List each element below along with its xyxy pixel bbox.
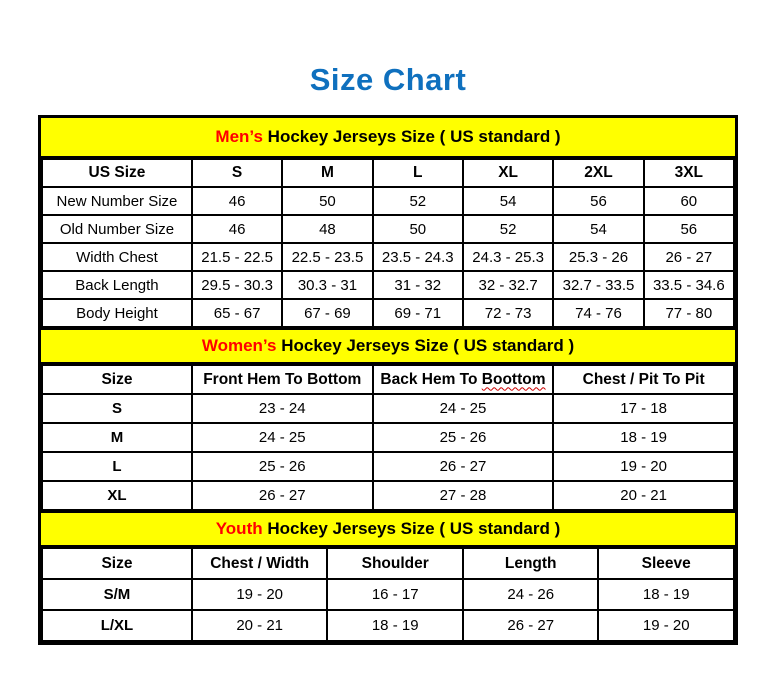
size-chart-tables xyxy=(38,115,738,645)
data-cell: 25.3 - 26 xyxy=(553,243,643,271)
table-row xyxy=(42,243,734,271)
row-label-cell: Old Number Size xyxy=(42,215,192,243)
data-cell: 20 - 21 xyxy=(553,481,734,510)
header-label: Length xyxy=(504,554,557,572)
data-cell: 24 - 25 xyxy=(192,423,373,452)
row-label-cell: L xyxy=(42,452,192,481)
data-cell: 54 xyxy=(463,187,553,215)
header-cell xyxy=(192,548,328,579)
data-cell: 56 xyxy=(644,215,734,243)
youth-section-title-rest: Hockey Jerseys Size ( US standard ) xyxy=(262,519,561,538)
data-cell: 22.5 - 23.5 xyxy=(282,243,372,271)
data-cell: 27 - 28 xyxy=(373,481,554,510)
mens-table-body xyxy=(42,187,734,327)
header-label: XL xyxy=(498,164,519,181)
womens-section-highlight: Women’s xyxy=(201,336,277,355)
womens-table xyxy=(41,364,735,511)
header-cell xyxy=(463,159,553,187)
header-label: Front Hem To Bottom xyxy=(203,370,362,388)
row-label-cell: L/XL xyxy=(42,610,192,641)
header-cell xyxy=(192,365,373,394)
table-row xyxy=(42,187,734,215)
header-row xyxy=(42,365,734,394)
header-label: 2XL xyxy=(584,164,613,181)
header-row xyxy=(42,548,734,579)
data-cell: 25 - 26 xyxy=(373,423,554,452)
data-cell: 18 - 19 xyxy=(598,579,734,610)
header-cell xyxy=(192,159,282,187)
data-cell: 50 xyxy=(282,187,372,215)
header-cell xyxy=(373,159,463,187)
data-cell: 30.3 - 31 xyxy=(282,271,372,299)
data-cell: 20 - 21 xyxy=(192,610,328,641)
header-label: Chest / Pit To Pit xyxy=(582,370,705,388)
data-cell: 69 - 71 xyxy=(373,299,463,327)
data-cell: 16 - 17 xyxy=(327,579,463,610)
header-label: M xyxy=(320,164,334,181)
mens-section-title xyxy=(41,118,735,158)
header-label: S xyxy=(231,164,243,181)
data-cell: 25 - 26 xyxy=(192,452,373,481)
youth-section-title xyxy=(41,511,735,547)
youth-table xyxy=(41,547,735,642)
data-cell: 60 xyxy=(644,187,734,215)
row-label-cell: Body Height xyxy=(42,299,192,327)
row-label-cell: S xyxy=(42,394,192,423)
table-row xyxy=(42,394,734,423)
table-row xyxy=(42,452,734,481)
data-cell: 19 - 20 xyxy=(553,452,734,481)
row-label-cell: S/M xyxy=(42,579,192,610)
page-title: Size Chart xyxy=(309,62,467,97)
data-cell: 50 xyxy=(373,215,463,243)
data-cell: 33.5 - 34.6 xyxy=(644,271,734,299)
header-label: Size xyxy=(101,554,133,572)
data-cell: 46 xyxy=(192,215,282,243)
header-cell xyxy=(598,548,734,579)
data-cell: 65 - 67 xyxy=(192,299,282,327)
data-cell: 23 - 24 xyxy=(192,394,373,423)
womens-section-title xyxy=(41,328,735,364)
data-cell: 26 - 27 xyxy=(463,610,599,641)
womens-table-head xyxy=(42,365,734,394)
header-cell xyxy=(553,159,643,187)
header-label: Size xyxy=(101,370,133,388)
data-cell: 52 xyxy=(373,187,463,215)
row-label-cell: XL xyxy=(42,481,192,510)
header-cell xyxy=(42,365,192,394)
row-label-cell: M xyxy=(42,423,192,452)
table-row xyxy=(42,215,734,243)
misspelled-word: Boottom xyxy=(481,370,546,388)
data-cell: 18 - 19 xyxy=(553,423,734,452)
data-cell: 26 - 27 xyxy=(373,452,554,481)
table-row xyxy=(42,271,734,299)
header-cell xyxy=(644,159,734,187)
youth-table-head xyxy=(42,548,734,579)
womens-table-body xyxy=(42,394,734,510)
row-label-cell: New Number Size xyxy=(42,187,192,215)
row-label-cell: Back Length xyxy=(42,271,192,299)
data-cell: 72 - 73 xyxy=(463,299,553,327)
header-cell xyxy=(373,365,554,394)
data-cell: 19 - 20 xyxy=(192,579,328,610)
data-cell: 46 xyxy=(192,187,282,215)
table-row xyxy=(42,481,734,510)
data-cell: 31 - 32 xyxy=(373,271,463,299)
youth-section-highlight: Youth xyxy=(215,519,263,538)
mens-section-title-rest: Hockey Jerseys Size ( US standard ) xyxy=(262,127,561,146)
data-cell: 67 - 69 xyxy=(282,299,372,327)
header-label: Shoulder xyxy=(361,554,429,572)
data-cell: 26 - 27 xyxy=(644,243,734,271)
data-cell: 24 - 25 xyxy=(373,394,554,423)
table-row xyxy=(42,610,734,641)
header-label: Chest / Width xyxy=(210,554,310,572)
row-label-cell: Width Chest xyxy=(42,243,192,271)
womens-section-title-rest: Hockey Jerseys Size ( US standard ) xyxy=(276,336,575,355)
table-row xyxy=(42,299,734,327)
header-label: Sleeve xyxy=(641,554,691,572)
mens-table-head xyxy=(42,159,734,187)
header-row xyxy=(42,159,734,187)
data-cell: 24 - 26 xyxy=(463,579,599,610)
header-label: US Size xyxy=(88,164,146,181)
header-cell xyxy=(327,548,463,579)
header-cell xyxy=(42,159,192,187)
header-cell xyxy=(282,159,372,187)
data-cell: 29.5 - 30.3 xyxy=(192,271,282,299)
table-row xyxy=(42,579,734,610)
data-cell: 54 xyxy=(553,215,643,243)
header-cell xyxy=(553,365,734,394)
data-cell: 23.5 - 24.3 xyxy=(373,243,463,271)
youth-table-body xyxy=(42,579,734,641)
data-cell: 74 - 76 xyxy=(553,299,643,327)
header-label: L xyxy=(413,164,423,181)
data-cell: 17 - 18 xyxy=(553,394,734,423)
data-cell: 52 xyxy=(463,215,553,243)
data-cell: 77 - 80 xyxy=(644,299,734,327)
header-label: Back Hem To xyxy=(380,370,482,388)
data-cell: 48 xyxy=(282,215,372,243)
table-row xyxy=(42,423,734,452)
data-cell: 24.3 - 25.3 xyxy=(463,243,553,271)
mens-table xyxy=(41,158,735,328)
data-cell: 21.5 - 22.5 xyxy=(192,243,282,271)
data-cell: 32 - 32.7 xyxy=(463,271,553,299)
mens-section-highlight: Men’s xyxy=(215,127,263,146)
data-cell: 56 xyxy=(553,187,643,215)
header-label: 3XL xyxy=(674,164,704,181)
header-cell xyxy=(42,548,192,579)
header-cell xyxy=(463,548,599,579)
data-cell: 18 - 19 xyxy=(327,610,463,641)
data-cell: 26 - 27 xyxy=(192,481,373,510)
data-cell: 19 - 20 xyxy=(598,610,734,641)
data-cell: 32.7 - 33.5 xyxy=(553,271,643,299)
